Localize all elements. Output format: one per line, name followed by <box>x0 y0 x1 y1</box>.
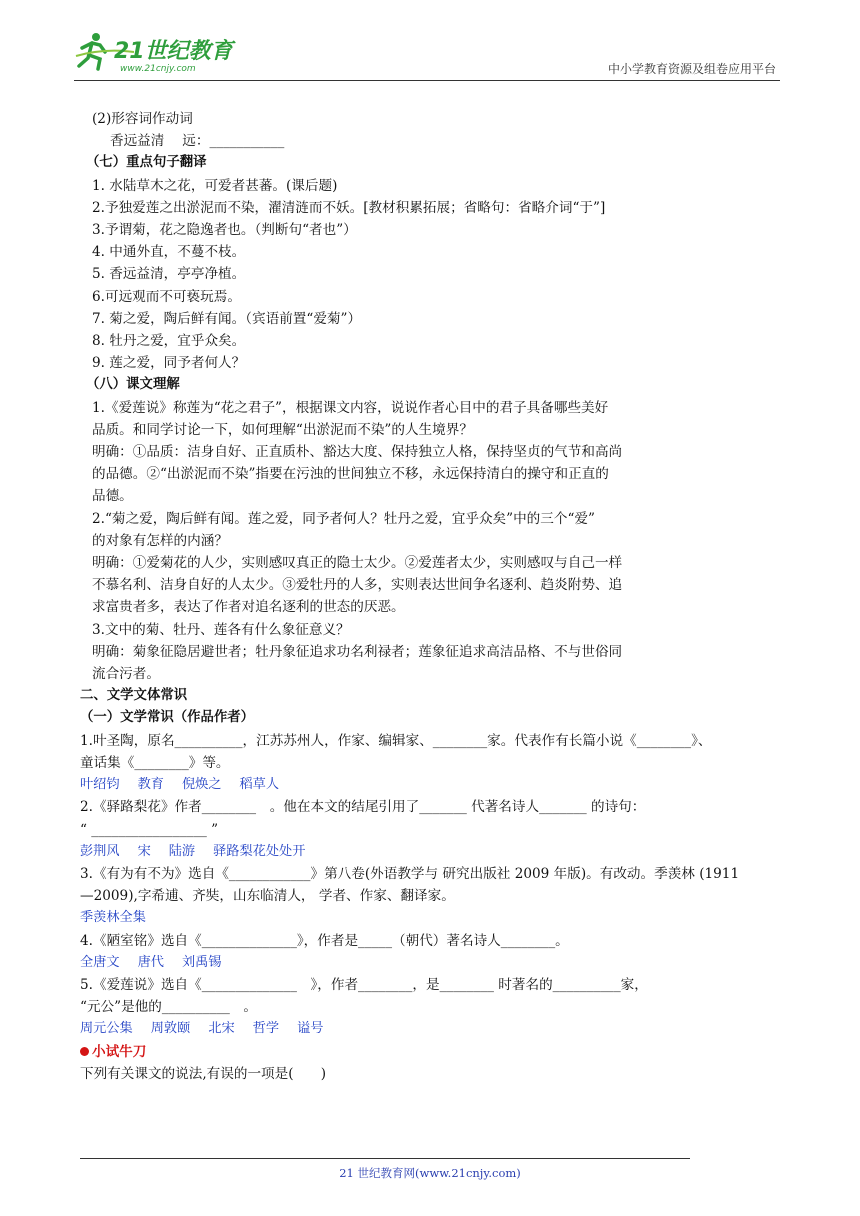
section-heading: （一）文学常识（作品作者） <box>80 710 255 726</box>
text-line: 品德。 <box>92 488 133 505</box>
text-line: “ _________________ ” <box>80 821 219 838</box>
text-line: 1.《爱莲说》称莲为“花之君子”，根据课文内容，说说作者心目中的君子具备哪些美好 <box>92 399 609 416</box>
text-line: 2.予独爱莲之出淤泥而不染，濯清涟而不妖。[教材积累拓展；省略句：省略介词“于”] <box>92 199 606 216</box>
text-line: 3.《有为有不为》选自《____________》第八卷(外语教学与 研究出版社 2009 年版)。有改动。季羡林 (1911 <box>80 865 740 882</box>
section-marker-label: 小试牛刀 <box>92 1043 147 1060</box>
text-line: 2.《驿路梨花》作者________ 。他在本文的结尾引用了_______ 代著名诗人_______ 的诗句： <box>80 799 646 816</box>
answer: 教育 <box>137 777 164 793</box>
text-line: 的对象有怎样的内涵？ <box>92 532 228 549</box>
text-line: 香远益清 远：___________ <box>110 133 285 150</box>
answer-line <box>80 841 780 863</box>
section-heading: 二、文学文体常识 <box>80 688 188 704</box>
answer-line <box>80 1018 780 1040</box>
text-line: 3.文中的菊、牡丹、莲各有什么象征意义？ <box>92 621 350 638</box>
text-line: 明确：菊象征隐居避世者；牡丹象征追求功名利禄者；莲象征追求高洁品格、不与世俗同 <box>92 643 623 660</box>
text-line: 3.予谓菊，花之隐逸者也。（判断句“者也”） <box>92 222 357 239</box>
answer-line <box>80 952 780 974</box>
text-line: —2009),字希逋、齐奘，山东临清人， 学者、作家、翻译家。 <box>80 888 455 905</box>
text-line: 品质。和同学讨论一下，如何理解“出淤泥而不染”的人生境界？ <box>92 421 473 438</box>
svg-text:21世纪教育: 21世纪教育 <box>114 39 233 64</box>
runner-logo-icon <box>74 28 244 74</box>
text-line: 不慕名利、洁身自好的人太少。③爱牡丹的人多，实则表达世间争名逐利、趋炎附势、追 <box>92 577 623 594</box>
answer: 陆游 <box>168 843 196 859</box>
text-line: 7. 菊之爱，陶后鲜有闻。（宾语前置“爱菊”） <box>92 310 362 327</box>
answer: 谥号 <box>297 1021 324 1037</box>
document-body <box>80 108 780 1085</box>
text-line: 5.《爱莲说》选自《______________ 》，作者________，是________ 时著名的__________家， <box>80 976 648 993</box>
text-line: 4. 中通外直，不蔓不枝。 <box>92 244 246 261</box>
answer: 倪焕之 <box>181 777 222 793</box>
text-line: 下列有关课文的说法,有误的一项是( ) <box>80 1065 327 1082</box>
platform-name: 中小学教育资源及组卷应用平台 <box>607 62 776 76</box>
answer: 全唐文 <box>80 954 120 970</box>
answer: 季羡林全集 <box>80 910 146 926</box>
logo <box>74 28 244 74</box>
answer: 周元公集 <box>80 1021 133 1037</box>
section-heading: （七）重点句子翻译 <box>86 155 207 171</box>
answer: 哲学 <box>252 1021 280 1037</box>
answer: 周敦颐 <box>150 1021 191 1037</box>
text-line: “元公”是他的__________ 。 <box>80 999 258 1016</box>
text-line: 2.“菊之爱，陶后鲜有闻。莲之爱，同予者何人？牡丹之爱，宜乎众矣”中的三个“爱” <box>92 510 595 527</box>
answer: 刘禹锡 <box>181 954 222 970</box>
text-line: 6.可远观而不可亵玩焉。 <box>92 288 241 305</box>
answer: 彭荆风 <box>80 843 120 859</box>
text-line: 8. 牡丹之爱，宜乎众矣。 <box>92 333 246 350</box>
bullet-icon <box>80 1047 89 1056</box>
text-line: (2)形容词作动词 <box>92 111 193 127</box>
footer-text: 21 世纪教育网(www.21cnjy.com) <box>339 1166 521 1180</box>
text-line: 4.《陋室铭》选自《______________》，作者是_____（朝代）著名诗人________。 <box>80 932 569 949</box>
text-line: 9. 莲之爱，同予者何人？ <box>92 355 246 372</box>
answer: 北宋 <box>208 1021 235 1037</box>
answer: 宋 <box>137 843 151 859</box>
answer: 驿路梨花处处开 <box>213 843 306 859</box>
answer-line <box>80 774 780 796</box>
text-line: 明确：①品质：洁身自好、正直质朴、豁达大度、保持独立人格，保持坚贞的气节和高尚 <box>92 444 623 461</box>
footer-rule <box>80 1158 690 1159</box>
text-line: 1.叶圣陶，原名__________，江苏苏州人，作家、编辑家、________家。代表作有长篇小说《________》、 <box>80 732 712 749</box>
text-line: 1. 水陆草木之花，可爱者甚蕃。(课后题) <box>92 177 338 194</box>
answer: 叶绍钧 <box>80 777 120 793</box>
svg-text:www.21cnjy.com: www.21cnjy.com <box>120 64 196 74</box>
page-header <box>74 28 780 81</box>
answer: 稻草人 <box>239 777 280 793</box>
section-heading: （八）课文理解 <box>86 377 180 393</box>
answer: 唐代 <box>137 954 164 970</box>
text-line: 的品德。②“出淤泥而不染”指要在污浊的世间独立不移，永远保持清白的操守和正直的 <box>92 466 609 483</box>
text-line: 5. 香远益清，亭亭净植。 <box>92 266 246 283</box>
text-line: 童话集《________》等。 <box>80 754 230 771</box>
answer-line <box>80 907 780 929</box>
text-line: 求富贵者多，表达了作者对追名逐利的世态的厌恶。 <box>92 599 405 616</box>
text-line: 明确：①爱菊花的人少，实则感叹真正的隐士太少。②爱莲者太少，实则感叹与自己一样 <box>92 555 623 572</box>
text-line: 流合污者。 <box>92 666 160 683</box>
section-marker <box>80 1041 780 1063</box>
